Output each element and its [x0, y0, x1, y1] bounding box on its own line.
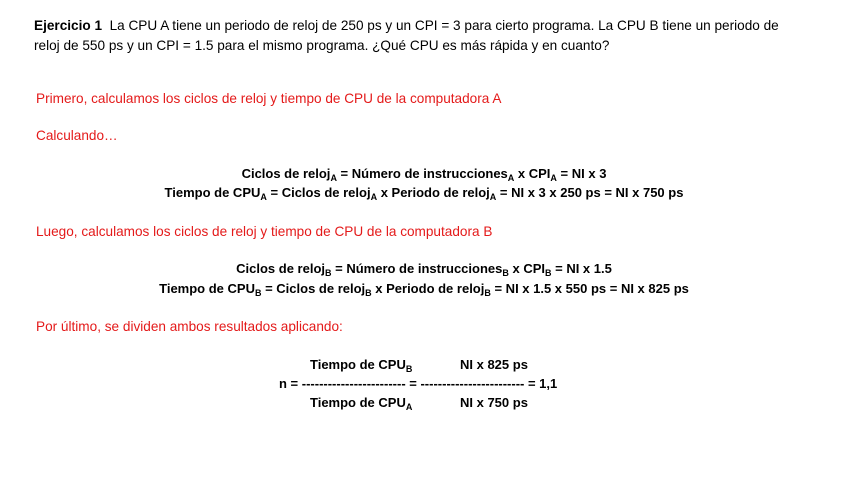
exercise-text-line1: La CPU A tiene un periodo de reloj de 250 ps y un CPI = 3 para cierto programa. La CPU B tiene un periodo de	[109, 18, 779, 33]
step-first-heading: Primero, calculamos los ciclos de reloj y tiempo de CPU de la computadora A	[36, 91, 502, 106]
exercise-text-line2: reloj de 550 ps y un CPI = 1.5 para el mismo programa. ¿Qué CPU es más rápida y en cuanto?	[34, 38, 610, 53]
exercise-label: Ejercicio 1	[34, 18, 103, 33]
formula-b-cycles: Ciclos de reloj$_B$ = Número de instrucciones$_B$ x $CPI_B$ = NI x 1.5	[236, 261, 612, 278]
exercise-statement-line1	[34, 18, 779, 33]
step-then-heading: Luego, calculamos los ciclos de reloj y tiempo de CPU de la computadora B	[36, 224, 493, 239]
ratio-denominator-left: Tiempo de $CPU_A$	[310, 395, 413, 412]
ratio-main-line: n = ------------------------ = ------------------------ = 1,1	[279, 376, 558, 391]
ratio-numerator-right: NI x 825 ps	[460, 357, 528, 372]
formula-a-cycles: Ciclos de reloj$_A$ = Número de instrucciones$_A$ x $CPI_A$ = NI x 3	[241, 166, 607, 183]
formula-a-cpu-time: Tiempo de $CPU_A$ = Ciclos de reloj$_A$ x Periodo de reloj$_A$ = NI x 3 x 250 ps = NI x 750 ps	[164, 185, 684, 202]
formula-b-cpu-time: Tiempo de $CPU_B$ = Ciclos de reloj$_B$ x Periodo de reloj$_B$ = NI x 1.5 x 550 ps = NI x 825 ps	[159, 281, 689, 298]
step-calculating-heading: Calculando…	[36, 128, 118, 143]
ratio-numerator-left: Tiempo de $CPU_B$	[310, 357, 413, 374]
step-finally-heading: Por último, se dividen ambos resultados aplicando:	[36, 319, 343, 334]
ratio-denominator-right: NI x 750 ps	[460, 395, 528, 410]
